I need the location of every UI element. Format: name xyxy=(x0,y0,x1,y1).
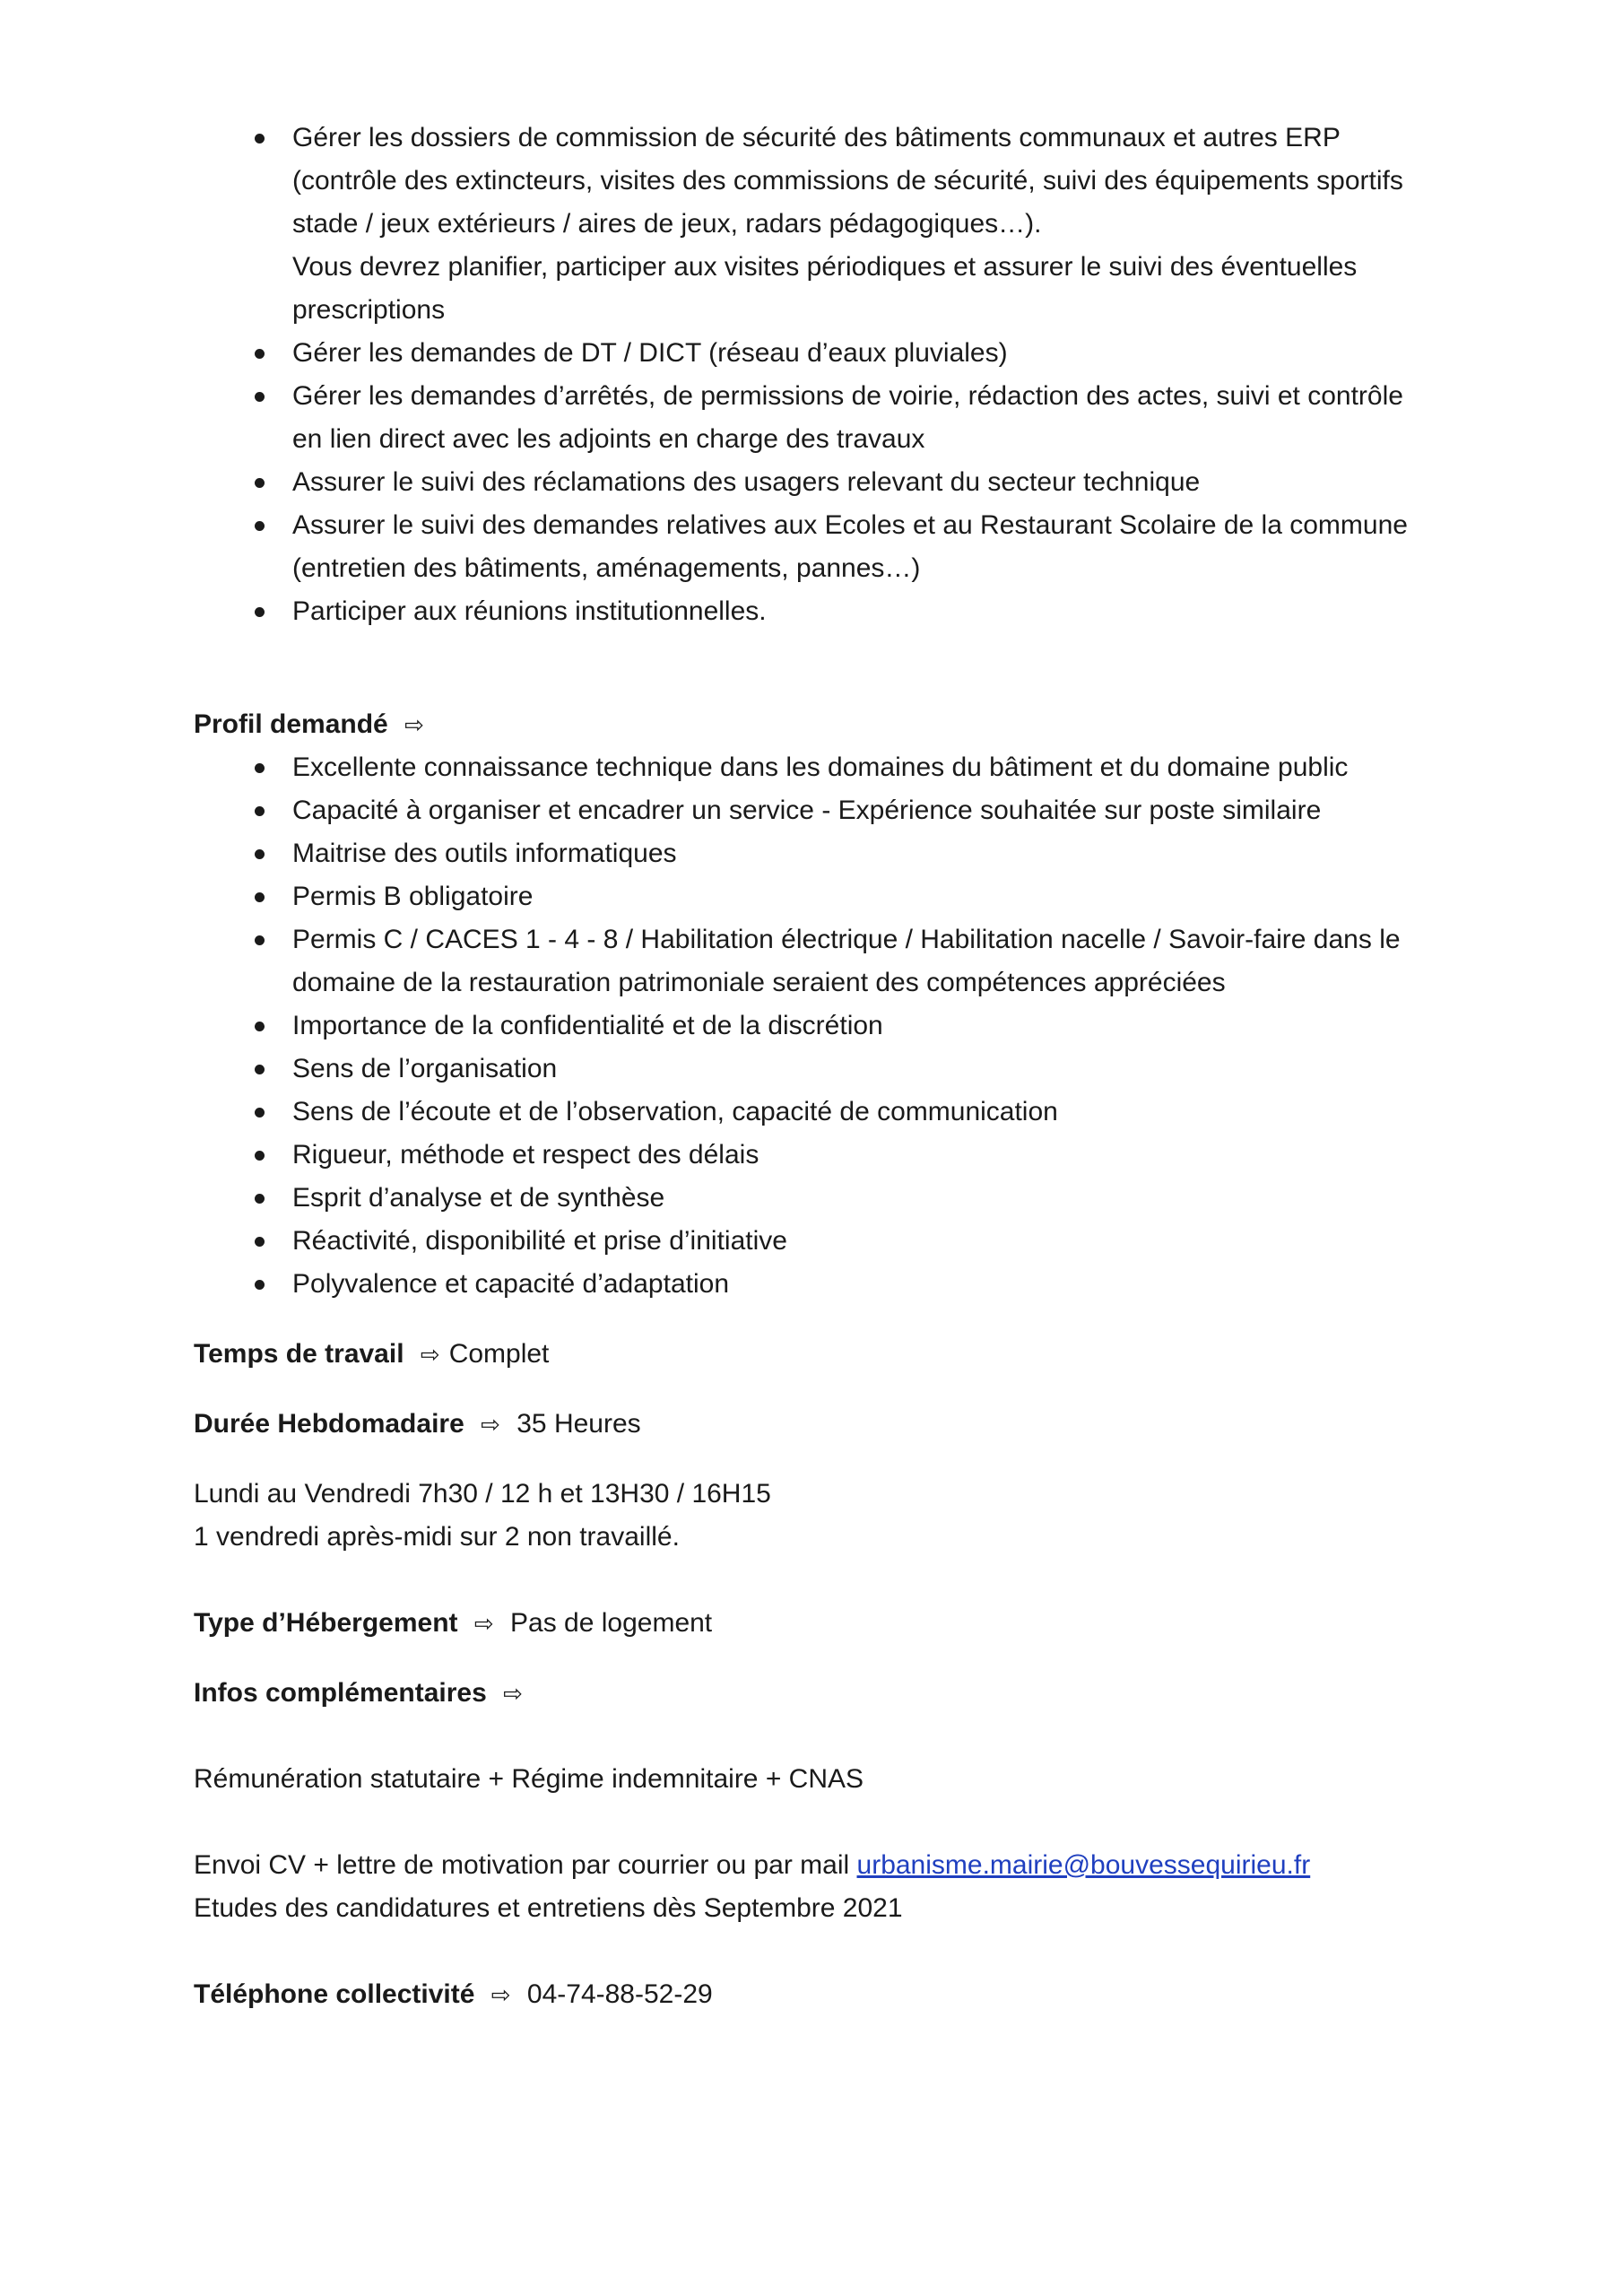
list-item-line: Rigueur, méthode et respect des délais xyxy=(292,1140,759,1170)
bullet-icon xyxy=(255,806,265,816)
profil-list xyxy=(194,746,1467,1306)
infos-label: Infos complémentaires xyxy=(194,1678,487,1708)
list-item-line: Permis C / CACES 1 - 4 - 8 / Habilitation électrique / Habilitation nacelle / Savoir-faire dans le xyxy=(292,925,1401,954)
temps-travail-value: Complet xyxy=(448,1339,550,1369)
document-content xyxy=(194,117,1467,2016)
list-item xyxy=(194,1177,1467,1220)
duree-label: Durée Hebdomadaire xyxy=(194,1409,464,1439)
list-item-line: Assurer le suivi des réclamations des usagers relevant du secteur technique xyxy=(292,467,1201,497)
horaires-line-2: 1 vendredi après-midi sur 2 non travaillé. xyxy=(194,1522,680,1552)
list-item xyxy=(194,461,1467,504)
list-item-line: Maitrise des outils informatiques xyxy=(292,839,677,868)
list-item-line: Gérer les dossiers de commission de sécurité des bâtiments communaux et autres ERP xyxy=(292,123,1341,152)
list-item xyxy=(194,1134,1467,1177)
hebergement-row xyxy=(194,1602,1467,1645)
list-item-line: Capacité à organiser et encadrer un service - Expérience souhaitée sur poste similaire xyxy=(292,796,1322,825)
arrow-icon: ⇨ xyxy=(473,1610,494,1637)
list-item-line: Assurer le suivi des demandes relatives aux Ecoles et au Restaurant Scolaire de la commune xyxy=(292,510,1408,540)
list-item-line: domaine de la restauration patrimoniale seraient des compétences appréciées xyxy=(292,968,1226,997)
list-item-line: Importance de la confidentialité et de la discrétion xyxy=(292,1011,883,1040)
list-item xyxy=(194,375,1467,461)
bullet-icon xyxy=(255,1280,265,1290)
bullet-icon xyxy=(255,1151,265,1161)
bullet-icon xyxy=(255,607,265,617)
list-item xyxy=(194,918,1467,1004)
envoi-row xyxy=(194,1844,1467,1887)
profil-heading xyxy=(194,703,1467,746)
bullet-icon xyxy=(255,478,265,488)
list-item xyxy=(194,832,1467,875)
list-item-line: Réactivité, disponibilité et prise d’initiative xyxy=(292,1226,787,1256)
list-item xyxy=(194,1048,1467,1091)
list-item xyxy=(194,746,1467,789)
temps-travail-label: Temps de travail xyxy=(194,1339,404,1369)
list-item-line: (contrôle des extincteurs, visites des commissions de sécurité, suivi des équipements sportifs xyxy=(292,166,1403,196)
list-item xyxy=(194,1263,1467,1306)
telephone-label: Téléphone collectivité xyxy=(194,1979,475,2009)
bullet-icon xyxy=(255,1108,265,1118)
list-item-line: stade / jeux extérieurs / aires de jeux, radars pédagogiques…). xyxy=(292,209,1042,239)
bullet-icon xyxy=(255,849,265,859)
bullet-icon xyxy=(255,134,265,144)
list-item xyxy=(194,590,1467,633)
temps-travail-row xyxy=(194,1333,1467,1376)
bullet-icon xyxy=(255,349,265,359)
list-item xyxy=(194,875,1467,918)
hebergement-label: Type d’Hébergement xyxy=(194,1608,458,1638)
bullet-icon xyxy=(255,392,265,402)
email-link[interactable]: urbanisme.mairie@bouvessequirieu.fr xyxy=(856,1850,1311,1880)
list-item-line: prescriptions xyxy=(292,295,446,325)
list-item-line: Permis B obligatoire xyxy=(292,882,534,911)
list-item-line: Sens de l’organisation xyxy=(292,1054,558,1083)
envoi-text: Envoi CV + lettre de motivation par courrier ou par mail xyxy=(194,1850,850,1880)
bullet-icon xyxy=(255,935,265,945)
arrow-icon: ⇨ xyxy=(503,1680,523,1707)
list-item-line: Gérer les demandes d’arrêtés, de permissions de voirie, rédaction des actes, suivi et contrôle xyxy=(292,381,1403,411)
duree-row xyxy=(194,1403,1467,1446)
list-item-line: en lien direct avec les adjoints en charge des travaux xyxy=(292,424,925,454)
bullet-icon xyxy=(255,521,265,531)
missions-list xyxy=(194,117,1467,633)
duree-value: 35 Heures xyxy=(516,1409,641,1439)
list-item xyxy=(194,1004,1467,1048)
arrow-icon: ⇨ xyxy=(404,711,424,738)
arrow-icon: ⇨ xyxy=(420,1341,440,1368)
arrow-icon: ⇨ xyxy=(481,1411,500,1438)
horaires-line-1: Lundi au Vendredi 7h30 / 12 h et 13H30 / 16H15 xyxy=(194,1479,771,1509)
telephone-value: 04-74-88-52-29 xyxy=(526,1979,713,2009)
hebergement-value: Pas de logement xyxy=(510,1608,713,1638)
bullet-icon xyxy=(255,1237,265,1247)
bullet-icon xyxy=(255,1065,265,1074)
list-item-line: Excellente connaissance technique dans les domaines du bâtiment et du domaine public xyxy=(292,752,1349,782)
list-item-line: Sens de l’écoute et de l’observation, capacité de communication xyxy=(292,1097,1058,1126)
list-item-line: Esprit d’analyse et de synthèse xyxy=(292,1183,665,1213)
infos-heading xyxy=(194,1672,1467,1715)
telephone-row xyxy=(194,1973,1467,2016)
bullet-icon xyxy=(255,1194,265,1204)
bullet-icon xyxy=(255,763,265,773)
list-item xyxy=(194,1091,1467,1134)
list-item xyxy=(194,789,1467,832)
list-item-line: Gérer les demandes de DT / DICT (réseau d’eaux pluviales) xyxy=(292,338,1008,368)
list-item xyxy=(194,1220,1467,1263)
etudes-text: Etudes des candidatures et entretiens dès Septembre 2021 xyxy=(194,1893,903,1923)
list-item xyxy=(194,332,1467,375)
arrow-icon: ⇨ xyxy=(490,1981,511,2008)
bullet-icon xyxy=(255,892,265,902)
list-item-line: Participer aux réunions institutionnelles. xyxy=(292,596,767,626)
remuneration-text: Rémunération statutaire + Régime indemnitaire + CNAS xyxy=(194,1764,864,1794)
list-item xyxy=(194,117,1467,332)
list-item-line: Polyvalence et capacité d’adaptation xyxy=(292,1269,730,1299)
list-item xyxy=(194,504,1467,590)
bullet-icon xyxy=(255,1022,265,1031)
list-item-line: Vous devrez planifier, participer aux visites périodiques et assurer le suivi des éventuelles xyxy=(292,252,1358,282)
list-item-line: (entretien des bâtiments, aménagements, pannes…) xyxy=(292,553,921,583)
profil-heading-label: Profil demandé xyxy=(194,709,388,739)
